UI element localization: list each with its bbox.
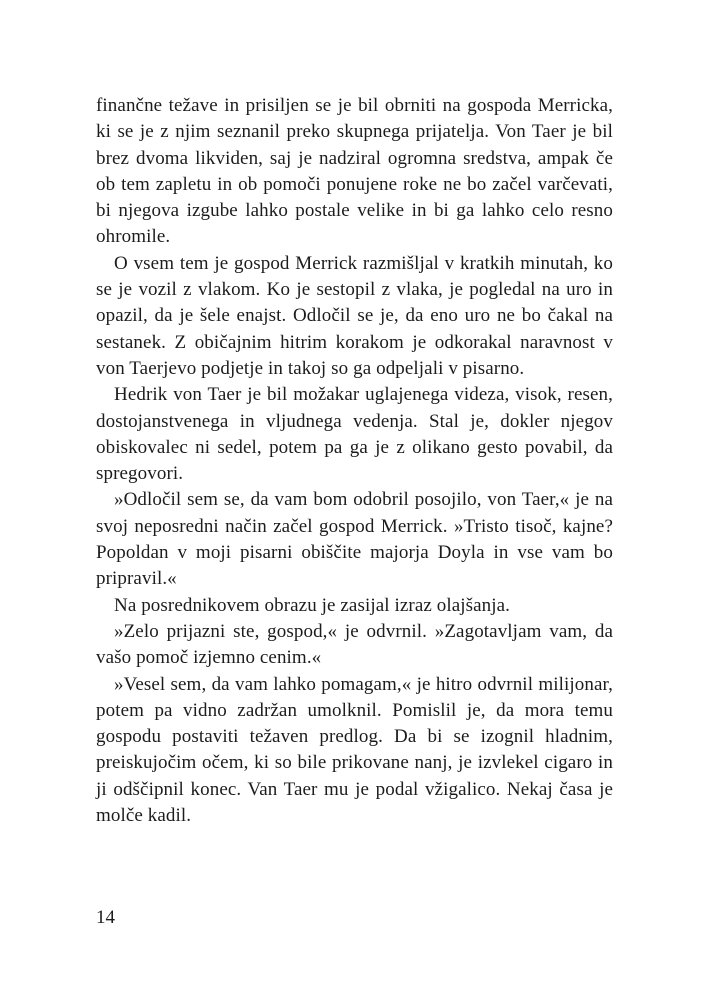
paragraph: O vsem tem je gospod Merrick razmišljal v kratkih minutah, ko se je vozil z vlakom. Ko je sestopil z vlaka, je pogledal na uro in opazil, da je šele enajst. Odločil se je, da eno uro ne bo čakal na sestanek. Z običajnim hitrim korakom je odkorakal naravnost v von Taerjevo podjetje in takoj so ga odpeljali v pisarno. xyxy=(96,252,613,379)
paragraph: finančne težave in prisiljen se je bil obrniti na gospoda Merricka, ki se je z njim seznanil preko skupnega prijatelja. Von Taer je bil brez dvoma likviden, saj je nadziral ogromna sredstva, ampak če ob tem zapletu in ob pomoči ponujene roke ne bo začel varčevati, bi njegova izgube lahko postale velike in bi ga lahko celo resno ohromile. xyxy=(96,95,613,248)
paragraph: Na posrednikovem obrazu je zasijal izraz olajšanja. xyxy=(114,594,511,616)
paragraph: Hedrik von Taer je bil možakar uglajenega videza, visok, resen, dostojanstvenega in vljudnega vedenja. Stal je, dokler njegov obiskovalec ni sedel, potem pa ga je z olikano gesto povabil, da spregovori. xyxy=(96,384,613,485)
body-text xyxy=(96,93,613,829)
paragraph: »Odločil sem se, da vam bom odobril posojilo, von Taer,« je na svoj neposredni način začel gospod Merrick. »Tristo tisoč, kajne? Popoldan v moji pisarni obiščite majorja Doyla in vse vam bo pripravil.« xyxy=(96,489,613,590)
page-number: 14 xyxy=(96,907,115,928)
paragraph: »Zelo prijazni ste, gospod,« je odvrnil. »Zagotavljam vam, da vašo pomoč izjemno cenim.« xyxy=(96,620,613,669)
paragraph: »Vesel sem, da vam lahko pomagam,« je hitro odvrnil milijonar, potem pa vidno zadržan umolknil. Pomislil je, da mora temu gospodu postaviti težaven predlog. Da bi se izognil hladnim, preiskujočim očem, ki so bile prikovane nanj, je izvlekel cigaro in ji odščipnil konec. Van Taer mu je podal vžigalico. Nekaj časa je molče kadil. xyxy=(96,673,613,827)
